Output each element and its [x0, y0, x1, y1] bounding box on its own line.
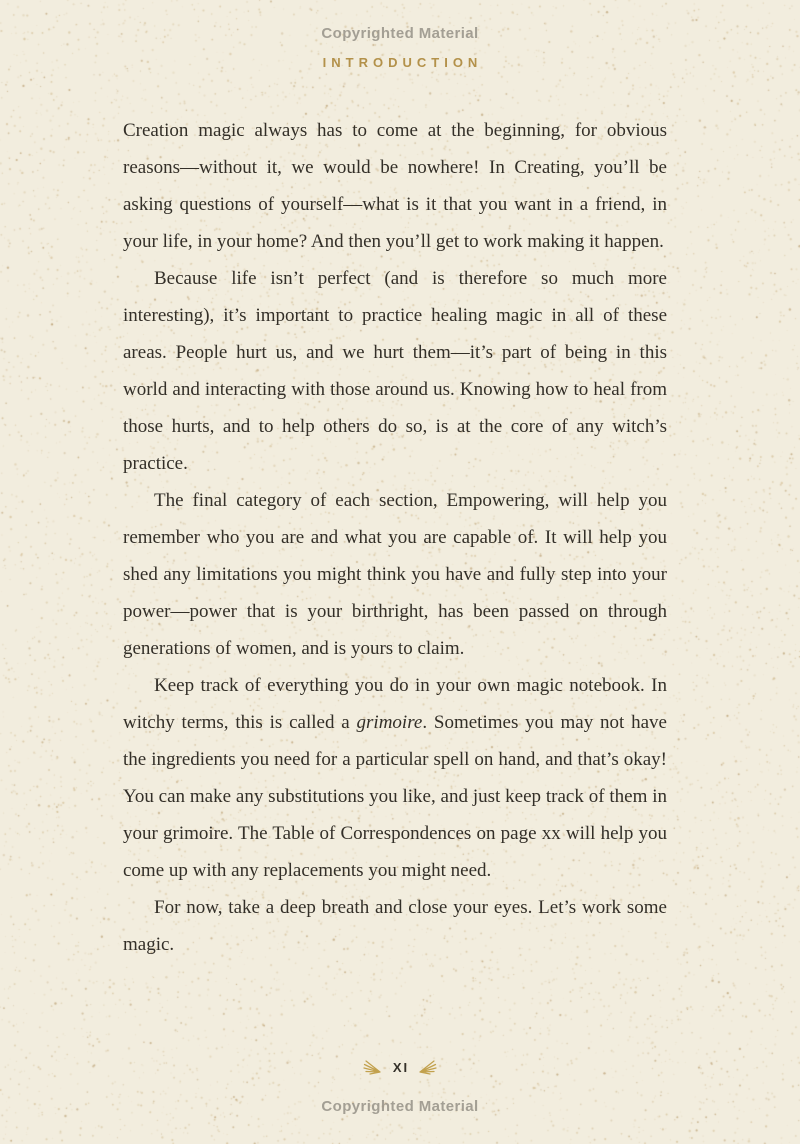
paragraph: The final category of each section, Empowering, will help you remember who you are and what you are capable of. It will help you shed any limitations you might think you have and fully step into your power—power that is your birthright, has been passed on through generations of women, and is yours to claim. [123, 490, 667, 659]
left-fan-ornament-icon [363, 1059, 382, 1075]
paragraph: Keep track of everything you do in your own magic notebook. In witchy terms, this is called a grimoire. Sometimes you may not have the ingredients you need for a particular spell on hand, and that’s okay! You can make any substitutions you like, and just keep track of them in your grimoire. The Table of Correspondences on page xx will help you come up with any replacements you might need. [123, 675, 667, 881]
section-title: INTRODUCTION [322, 55, 483, 70]
page-number: XI [392, 1059, 410, 1075]
body-text [123, 112, 667, 963]
paragraph: Because life isn’t perfect (and is therefore so much more interesting), it’s important to practice healing magic in all of these areas. People hurt us, and we hurt them—it’s part of being in this world and interacting with those around us. Knowing how to heal from those hurts, and to help others do so, is at the core of any witch’s practice. [123, 268, 667, 474]
right-fan-ornament-icon [418, 1059, 437, 1075]
paragraph: Creation magic always has to come at the beginning, for obvious reasons—without it, we would be nowhere! In Creating, you’ll be asking questions of yourself—what is it that you want in a friend, in your life, in your home? And then you’ll get to work making it happen. [123, 120, 667, 252]
watermark-bottom: Copyrighted Material [321, 1098, 479, 1115]
page-number-row [0, 1057, 800, 1077]
paragraph: For now, take a deep breath and close your eyes. Let’s work some magic. [123, 897, 667, 955]
watermark-top: Copyrighted Material [321, 25, 479, 42]
